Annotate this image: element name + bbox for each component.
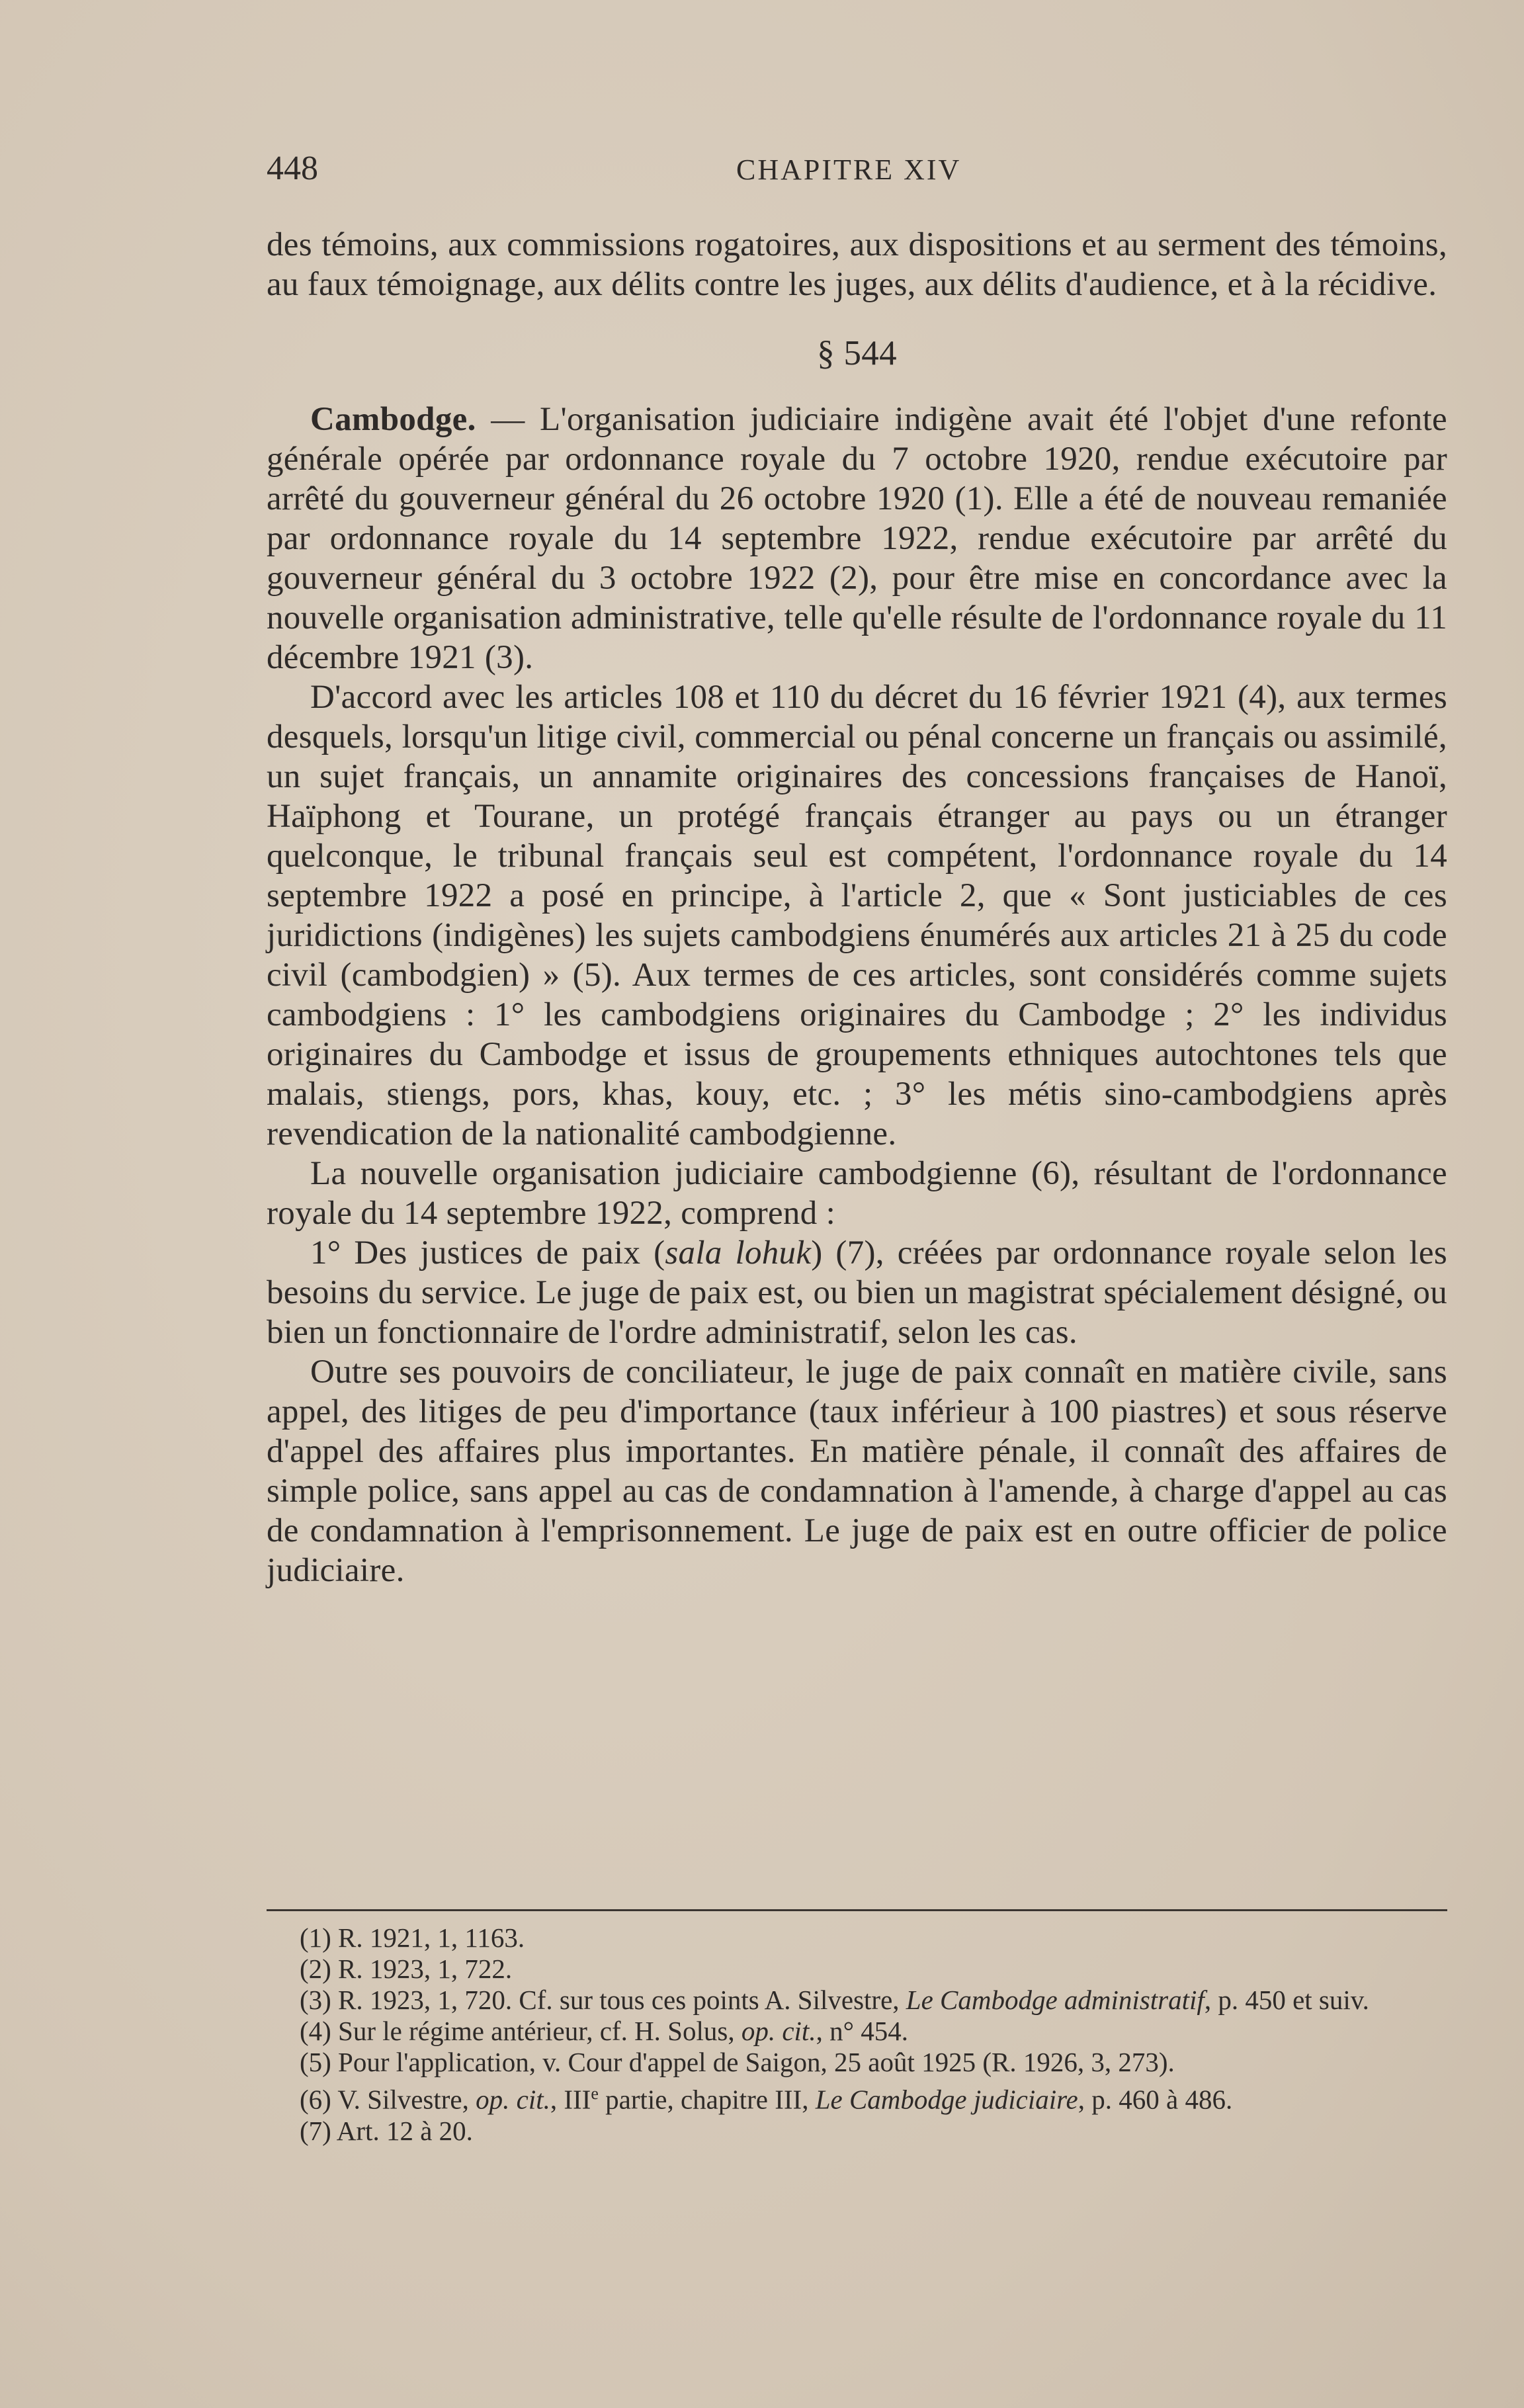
footnote-6-text-d: , p. 460 à 486. xyxy=(1078,2084,1233,2115)
footnote-6-italic-2: Le Cambodge judiciaire xyxy=(815,2084,1078,2115)
footnote-3 xyxy=(267,1985,1447,2016)
footnote-3-italic: Le Cambodge administratif xyxy=(906,1985,1205,2015)
paragraph-1-text: — L'organisation judiciaire indigène avait été l'objet d'une refonte générale opérée par ordonnance royale du 7 octobre 1920, rendue exécutoire par arrêté du gouverneur général du 26 octobre 1920 (1). Elle a été de nouveau remaniée par ordonnance royale du 14 septembre 1922, rendue exécutoire par arrêté du gouverneur général du 3 octobre 1922 (2), pour être mise en concordance avec la nouvelle organisation administrative, telle qu'elle résulte de l'ordonnance royale du 11 décembre 1921 (3). xyxy=(267,401,1447,676)
paragraph-4-text-b: ) (7), créées par ordonnance royale selon les besoins du service. Le juge de paix est, ou bien un magistrat spécialement désigné, ou bien un fonctionnaire de l'ordre administratif, selon les cas. xyxy=(267,1234,1448,1351)
footnote-6-italic-1: op. cit. xyxy=(476,2084,550,2115)
paragraph-5: Outre ses pouvoirs de conciliateur, le juge de paix connaît en matière civile, sans appel, des litiges de peu d'importance (taux inférieur à 100 piastres) et sous réserve d'appel des affaires plus importantes. En matière pénale, il connaît des affaires de simple police, sans appel au cas de condamnation à l'amende, à charge d'appel au cas de condamnation à l'emprisonnement. Le juge de paix est en outre officier de police judiciaire. xyxy=(267,1354,1447,1589)
paragraph-lead: Cambodge. xyxy=(310,401,476,438)
main-text xyxy=(267,225,1447,1590)
footnote-6 xyxy=(267,2078,1447,2116)
paragraph-3: La nouvelle organisation judiciaire cambodgienne (6), résultant de l'ordonnance royale du 14 septembre 1922, comprend : xyxy=(267,1155,1447,1232)
paragraph-4-text-a: 1° Des justices de paix ( xyxy=(310,1234,665,1271)
paragraph-continuation: des témoins, aux commissions rogatoires, aux dispositions et au serment des témoins, au faux témoignage, aux délits contre les juges, aux délits d'audience, et à la récidive. xyxy=(267,226,1447,303)
footnote-3-text-a: (3) R. 1923, 1, 720. Cf. sur tous ces points A. Silvestre, xyxy=(300,1985,906,2015)
running-head: CHAPITRE XIV xyxy=(736,153,962,186)
section-title: § 544 xyxy=(817,334,897,372)
footnote-2: (2) R. 1923, 1, 722. xyxy=(300,1954,513,1984)
footnote-4 xyxy=(267,2016,1447,2047)
paragraph-4-italic: sala lohuk xyxy=(665,1234,812,1271)
footnote-rule xyxy=(267,1909,1447,1911)
footnote-1: (1) R. 1921, 1, 1163. xyxy=(300,1922,525,1953)
paragraph-4 xyxy=(267,1233,1447,1352)
footnote-3-text-b: , p. 450 et suiv. xyxy=(1204,1985,1369,2015)
footnote-6-text-a: (6) V. Silvestre, xyxy=(300,2084,476,2115)
page-header xyxy=(267,149,1447,195)
footnote-4-text-b: , n° 454. xyxy=(816,2016,908,2046)
footnote-5: (5) Pour l'application, v. Cour d'appel de Saigon, 25 août 1925 (R. 1926, 3, 273). xyxy=(300,2047,1175,2077)
page-number: 448 xyxy=(267,150,318,187)
footnote-6-text-b: , III xyxy=(550,2084,591,2115)
footnote-6-text-c: partie, chapitre III, xyxy=(598,2084,816,2115)
footnotes xyxy=(267,1922,1447,2147)
footnote-7: (7) Art. 12 à 20. xyxy=(300,2115,473,2146)
paragraph-1 xyxy=(267,400,1447,677)
paragraph-2: D'accord avec les articles 108 et 110 du décret du 16 février 1921 (4), aux termes desquels, lorsqu'un litige civil, commercial ou pénal concerne un français ou assimilé, un sujet français, un annamite originaires des concessions françaises de Hanoï, Haïphong et Tourane, un protégé français étranger au pays ou un étranger quelconque, le tribunal français seul est compétent, l'ordonnance royale du 14 septembre 1922 a posé en principe, à l'article 2, que « Sont justiciables de ces juridictions (indigènes) les sujets cambodgiens énumérés aux articles 21 à 25 du code civil (cambodgien) » (5). Aux termes de ces articles, sont considérés comme sujets cambodgiens : 1° les cambodgiens originaires du Cambodge ; 2° les individus originaires du Cambodge et issus de groupements ethniques autochtones tels que malais, stiengs, pors, khas, kouy, etc. ; 3° les métis sino-cambodgiens après revendication de la nationalité cambodgienne. xyxy=(267,679,1447,1152)
footnote-4-italic: op. cit. xyxy=(741,2016,816,2046)
footnote-6-superscript: e xyxy=(591,2084,599,2103)
footnote-4-text-a: (4) Sur le régime antérieur, cf. H. Solus, xyxy=(300,2016,741,2046)
